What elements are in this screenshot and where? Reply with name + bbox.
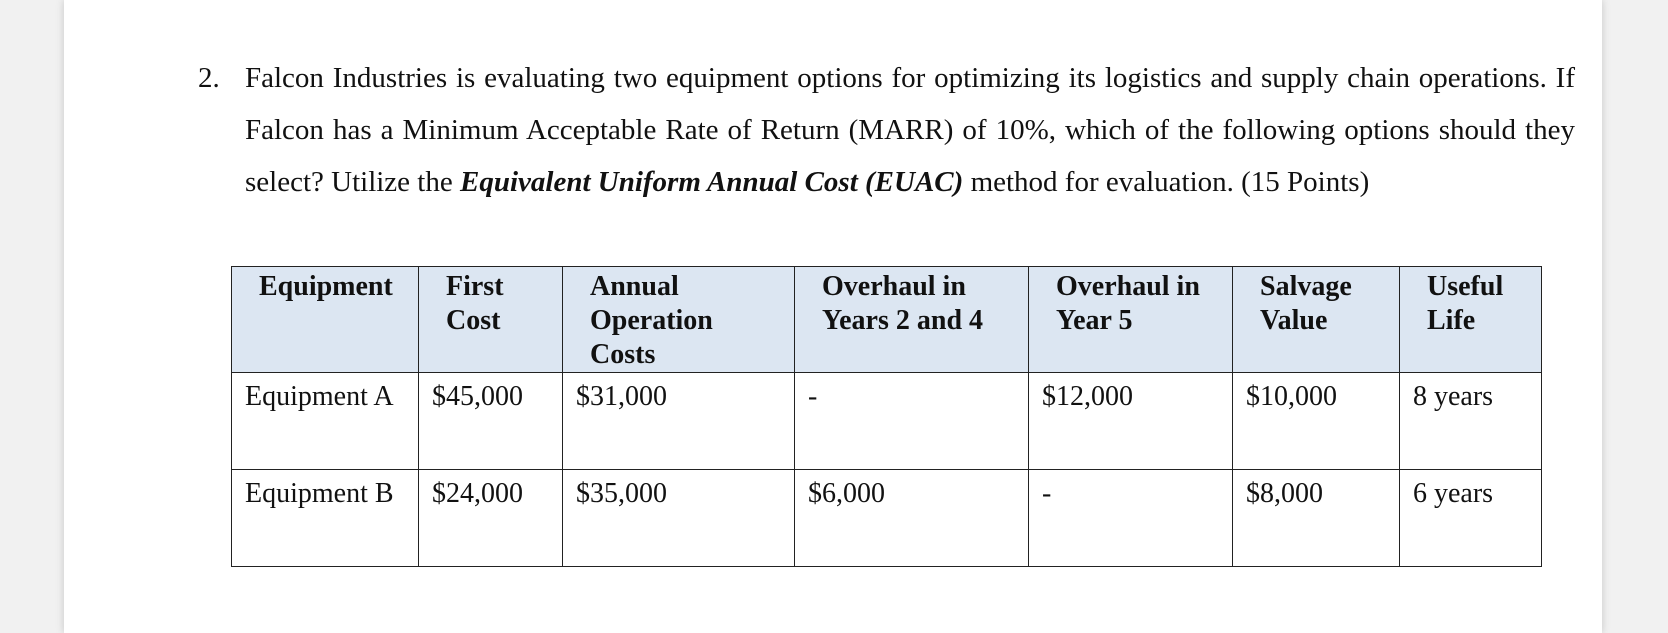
header-line: Life: [1427, 305, 1476, 336]
cell-first-cost: $24,000: [419, 470, 563, 567]
header-line: Annual: [590, 271, 679, 302]
cell-useful-life: 8 years: [1400, 373, 1542, 470]
question-text-before: Falcon Industries is evaluating two equipment options for optimizing its logistics and supply chain operations. If Falcon has a Minimum Acceptable Rate of Return (MARR) of 10%, which of the following options should they select? Utilize the: [245, 62, 1575, 198]
header-line: Overhaul in: [1056, 271, 1200, 302]
cell-annual-operation-costs: $31,000: [563, 373, 795, 470]
header-line: Useful: [1427, 271, 1504, 302]
cell-overhaul-years-2-4: -: [795, 373, 1029, 470]
cell-first-cost: $45,000: [419, 373, 563, 470]
cell-equipment: Equipment B: [232, 470, 419, 567]
question-method-emphasis: Equivalent Uniform Annual Cost (EUAC): [459, 166, 964, 198]
header-overhaul-years-2-4: [795, 267, 1029, 373]
header-line: Cost: [446, 305, 501, 336]
question-text: [245, 52, 1575, 208]
cell-annual-operation-costs: $35,000: [563, 470, 795, 567]
header-line: Operation: [590, 305, 713, 336]
header-salvage-value: [1233, 267, 1400, 373]
header-line: Overhaul in: [822, 271, 966, 302]
question-text-after: method for evaluation. (15 Points): [963, 166, 1370, 198]
cell-overhaul-years-2-4: $6,000: [795, 470, 1029, 567]
question-number: 2.: [198, 62, 220, 94]
cell-equipment: Equipment A: [232, 373, 419, 470]
document-page: [64, 0, 1602, 633]
header-line: Year 5: [1056, 305, 1133, 336]
table-header-row: [232, 267, 1542, 373]
header-line: Costs: [590, 339, 656, 370]
header-equipment-line: Equipment: [259, 271, 393, 302]
header-line: First: [446, 271, 504, 302]
header-line: Salvage: [1260, 271, 1352, 302]
cell-overhaul-year-5: $12,000: [1029, 373, 1233, 470]
header-annual-operation-costs: [563, 267, 795, 373]
cell-salvage-value: $10,000: [1233, 373, 1400, 470]
header-overhaul-year-5: [1029, 267, 1233, 373]
header-first-cost: [419, 267, 563, 373]
header-line: Value: [1260, 305, 1328, 336]
equipment-table: [231, 266, 1542, 567]
cell-overhaul-year-5: -: [1029, 470, 1233, 567]
cell-useful-life: 6 years: [1400, 470, 1542, 567]
question-block: [198, 52, 1575, 208]
header-equipment: [232, 267, 419, 373]
table-row: [232, 373, 1542, 470]
cell-salvage-value: $8,000: [1233, 470, 1400, 567]
header-line: Years 2 and 4: [822, 305, 984, 336]
table-row: [232, 470, 1542, 567]
header-useful-life: [1400, 267, 1542, 373]
